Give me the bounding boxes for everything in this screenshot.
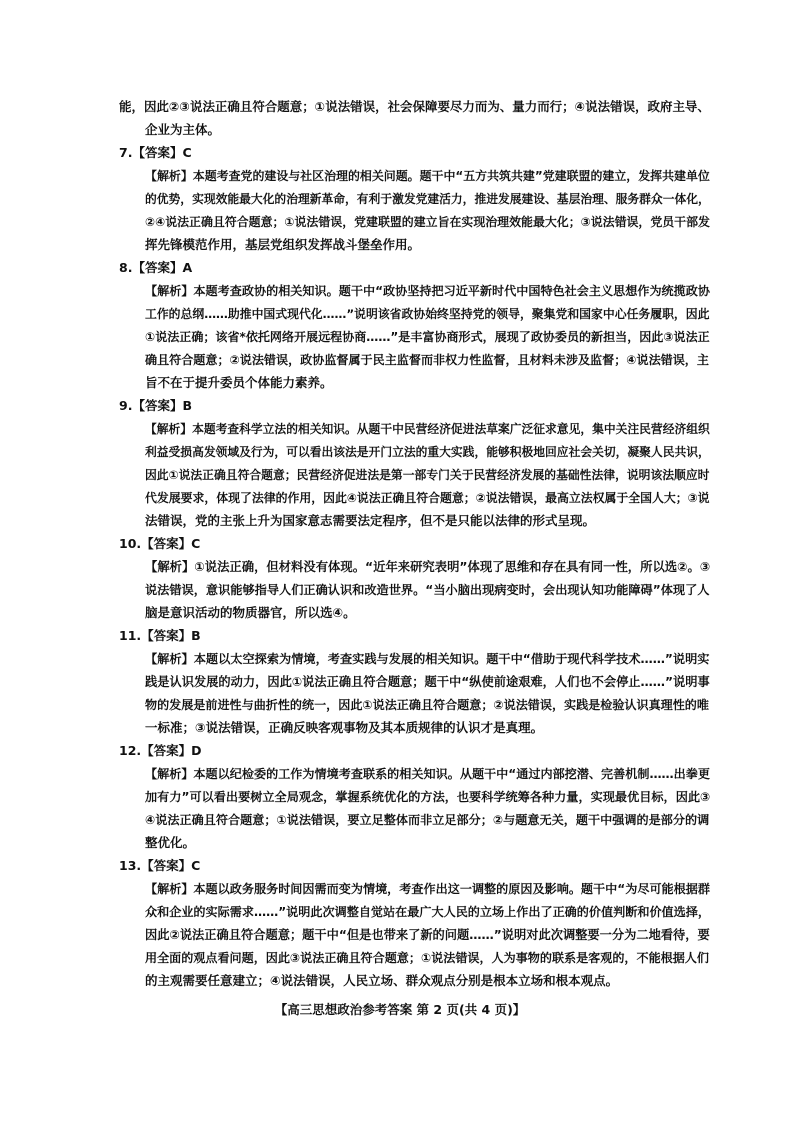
q10-explanation-line-1: 【解析】①说法正确，但材料没有体现。“近年来研究表明”体现了思维和存在具有同一性，所以选②。③ xyxy=(145,560,711,574)
q12-answer: 12.【答案】D xyxy=(119,743,202,758)
q12-explanation-line-1: 【解析】本题以纪检委的工作为情境考查联系的相关知识。从题干中“通过内部挖潜、完善机制……出拳更 xyxy=(145,767,710,781)
q8-explanation-line-5: 旨不在于提升委员个体能力素养。 xyxy=(145,375,333,390)
q9-explanation-line-1: 【解析】本题考查科学立法的相关知识。从题干中民营经济促进法草案广泛征求意见，集中关注民营经济组织 xyxy=(145,422,710,436)
q7-explanation-line-4: 挥先锋模范作用，基层党组织发挥战斗堡垒作用。 xyxy=(145,237,421,252)
q11-explanation-line-2: 践是认识发展的动力，因此①说法正确且符合题意；题干中“纵使前途艰难，人们也不会停止……”说明事 xyxy=(145,675,710,689)
q7-answer: 7.【答案】C xyxy=(119,145,192,160)
intro-line-1: 能，因此②③说法正确且符合题意；①说法错误，社会保障要尽力而为、量力而行；④说法错误，政府主导、 xyxy=(119,99,710,114)
intro-line-2: 企业为主体。 xyxy=(145,122,221,137)
q8-explanation-line-4: 确且符合题意；②说法错误，政协监督属于民主监督而非权力性监督，且材料未涉及监督；④说法错误，主 xyxy=(145,353,709,367)
q13-explanation-line-3: 因此②说法正确且符合题意；题干中“但是也带来了新的问题……”说明对此次调整要一分为二地看待，要 xyxy=(145,928,710,942)
q12-explanation-line-3: ④说法正确且符合题意；①说法错误，要立足整体而非立足部分；②与题意无关，题干中强调的是部分的调 xyxy=(145,813,710,827)
q13-explanation-line-5: 的主观需要任意建立；④说法错误，人民立场、群众观点分别是根本立场和根本观点。 xyxy=(145,973,619,988)
q8-explanation-line-1: 【解析】本题考查政协的相关知识。题干中“政协坚持把习近平新时代中国特色社会主义思想作为统揽政协 xyxy=(145,284,710,298)
q11-explanation-line-3: 物的发展是前进性与曲折性的统一，因此①说法正确且符合题意；②说法错误，实践是检验认识真理性的唯 xyxy=(145,698,709,712)
q13-answer: 13.【答案】C xyxy=(119,858,201,873)
page-footer: 【高三思想政治参考答案 第 2 页(共 4 页)】 xyxy=(274,1002,526,1017)
q9-answer: 9.【答案】B xyxy=(119,398,192,413)
q9-explanation-line-5: 法错误，党的主张上升为国家意志需要法定程序，但不是只能以法律的形式呈现。 xyxy=(145,513,596,528)
q8-answer: 8.【答案】A xyxy=(119,260,193,275)
q10-explanation-line-2: 说法错误，意识能够指导人们正确认识和改造世界。“当小脑出现病变时，会出现认知功能障碍”体现了人 xyxy=(145,583,710,597)
q9-explanation-line-2: 利益受损高发领域及行为，可以看出该法是开门立法的重大实践，能够积极地回应社会关切，凝聚人民共识， xyxy=(145,445,710,459)
q9-explanation-line-3: 因此①说法正确且符合题意；民营经济促进法是第一部专门关于民营经济发展的基础性法律，说明该法顺应时 xyxy=(145,468,710,482)
q11-answer: 11.【答案】B xyxy=(119,628,201,643)
q7-explanation-line-2: 的优势，实现效能最大化的治理新革命，有利于激发党建活力，推进发展建设、基层治理、服务群众一体化， xyxy=(145,192,710,206)
q8-explanation-line-3: ①说法正确；该省*依托网络开展远程协商……”是丰富协商形式，展现了政协委员的新担当，因此③说法正 xyxy=(145,330,710,344)
q11-explanation-line-4: 一标准；③说法错误，正确反映客观事物及其本质规律的认识才是真理。 xyxy=(145,720,544,735)
q12-explanation-line-4: 整优化。 xyxy=(145,835,196,850)
q13-explanation-line-4: 用全面的观点看问题，因此③说法正确且符合题意；①说法错误，人为事物的联系是客观的，不能根据人们 xyxy=(145,951,709,965)
q7-explanation-line-3: ②④说法正确且符合题意；①说法错误，党建联盟的建立旨在实现治理效能最大化；③说法错误，党员干部发 xyxy=(145,215,710,229)
q11-explanation-line-1: 【解析】本题以太空探索为情境，考查实践与发展的相关知识。题干中“借助于现代科学技术……”说明实 xyxy=(145,652,710,666)
q13-explanation-line-1: 【解析】本题以政务服务时间因需而变为情境，考查作出这一调整的原因及影响。题干中“为尽可能根据群 xyxy=(145,882,710,896)
q13-explanation-line-2: 众和企业的实际需求……”说明此次调整自觉站在最广大人民的立场上作出了正确的价值判断和价值选择， xyxy=(145,905,710,919)
q12-explanation-line-2: 加有力”可以看出要树立全局观念，掌握系统优化的方法，也要科学统筹各种力量，实现最优目标，因此③ xyxy=(145,790,711,804)
q10-answer: 10.【答案】C xyxy=(119,536,201,551)
q7-explanation-line-1: 【解析】本题考查党的建设与社区治理的相关问题。题干中“五方共筑共建”党建联盟的建立，发挥共建单位 xyxy=(145,169,710,183)
q10-explanation-line-3: 脑是意识活动的物质器官，所以选④。 xyxy=(145,605,356,620)
q8-explanation-line-2: 工作的总纲……助推中国式现代化……”说明该省政协始终坚持党的领导，聚集党和国家中心任务履职，因此 xyxy=(145,307,710,321)
q9-explanation-line-4: 代发展要求，体现了法律的作用，因此④说法正确且符合题意；②说法错误，最高立法权属于全国人大；③说 xyxy=(145,491,710,505)
